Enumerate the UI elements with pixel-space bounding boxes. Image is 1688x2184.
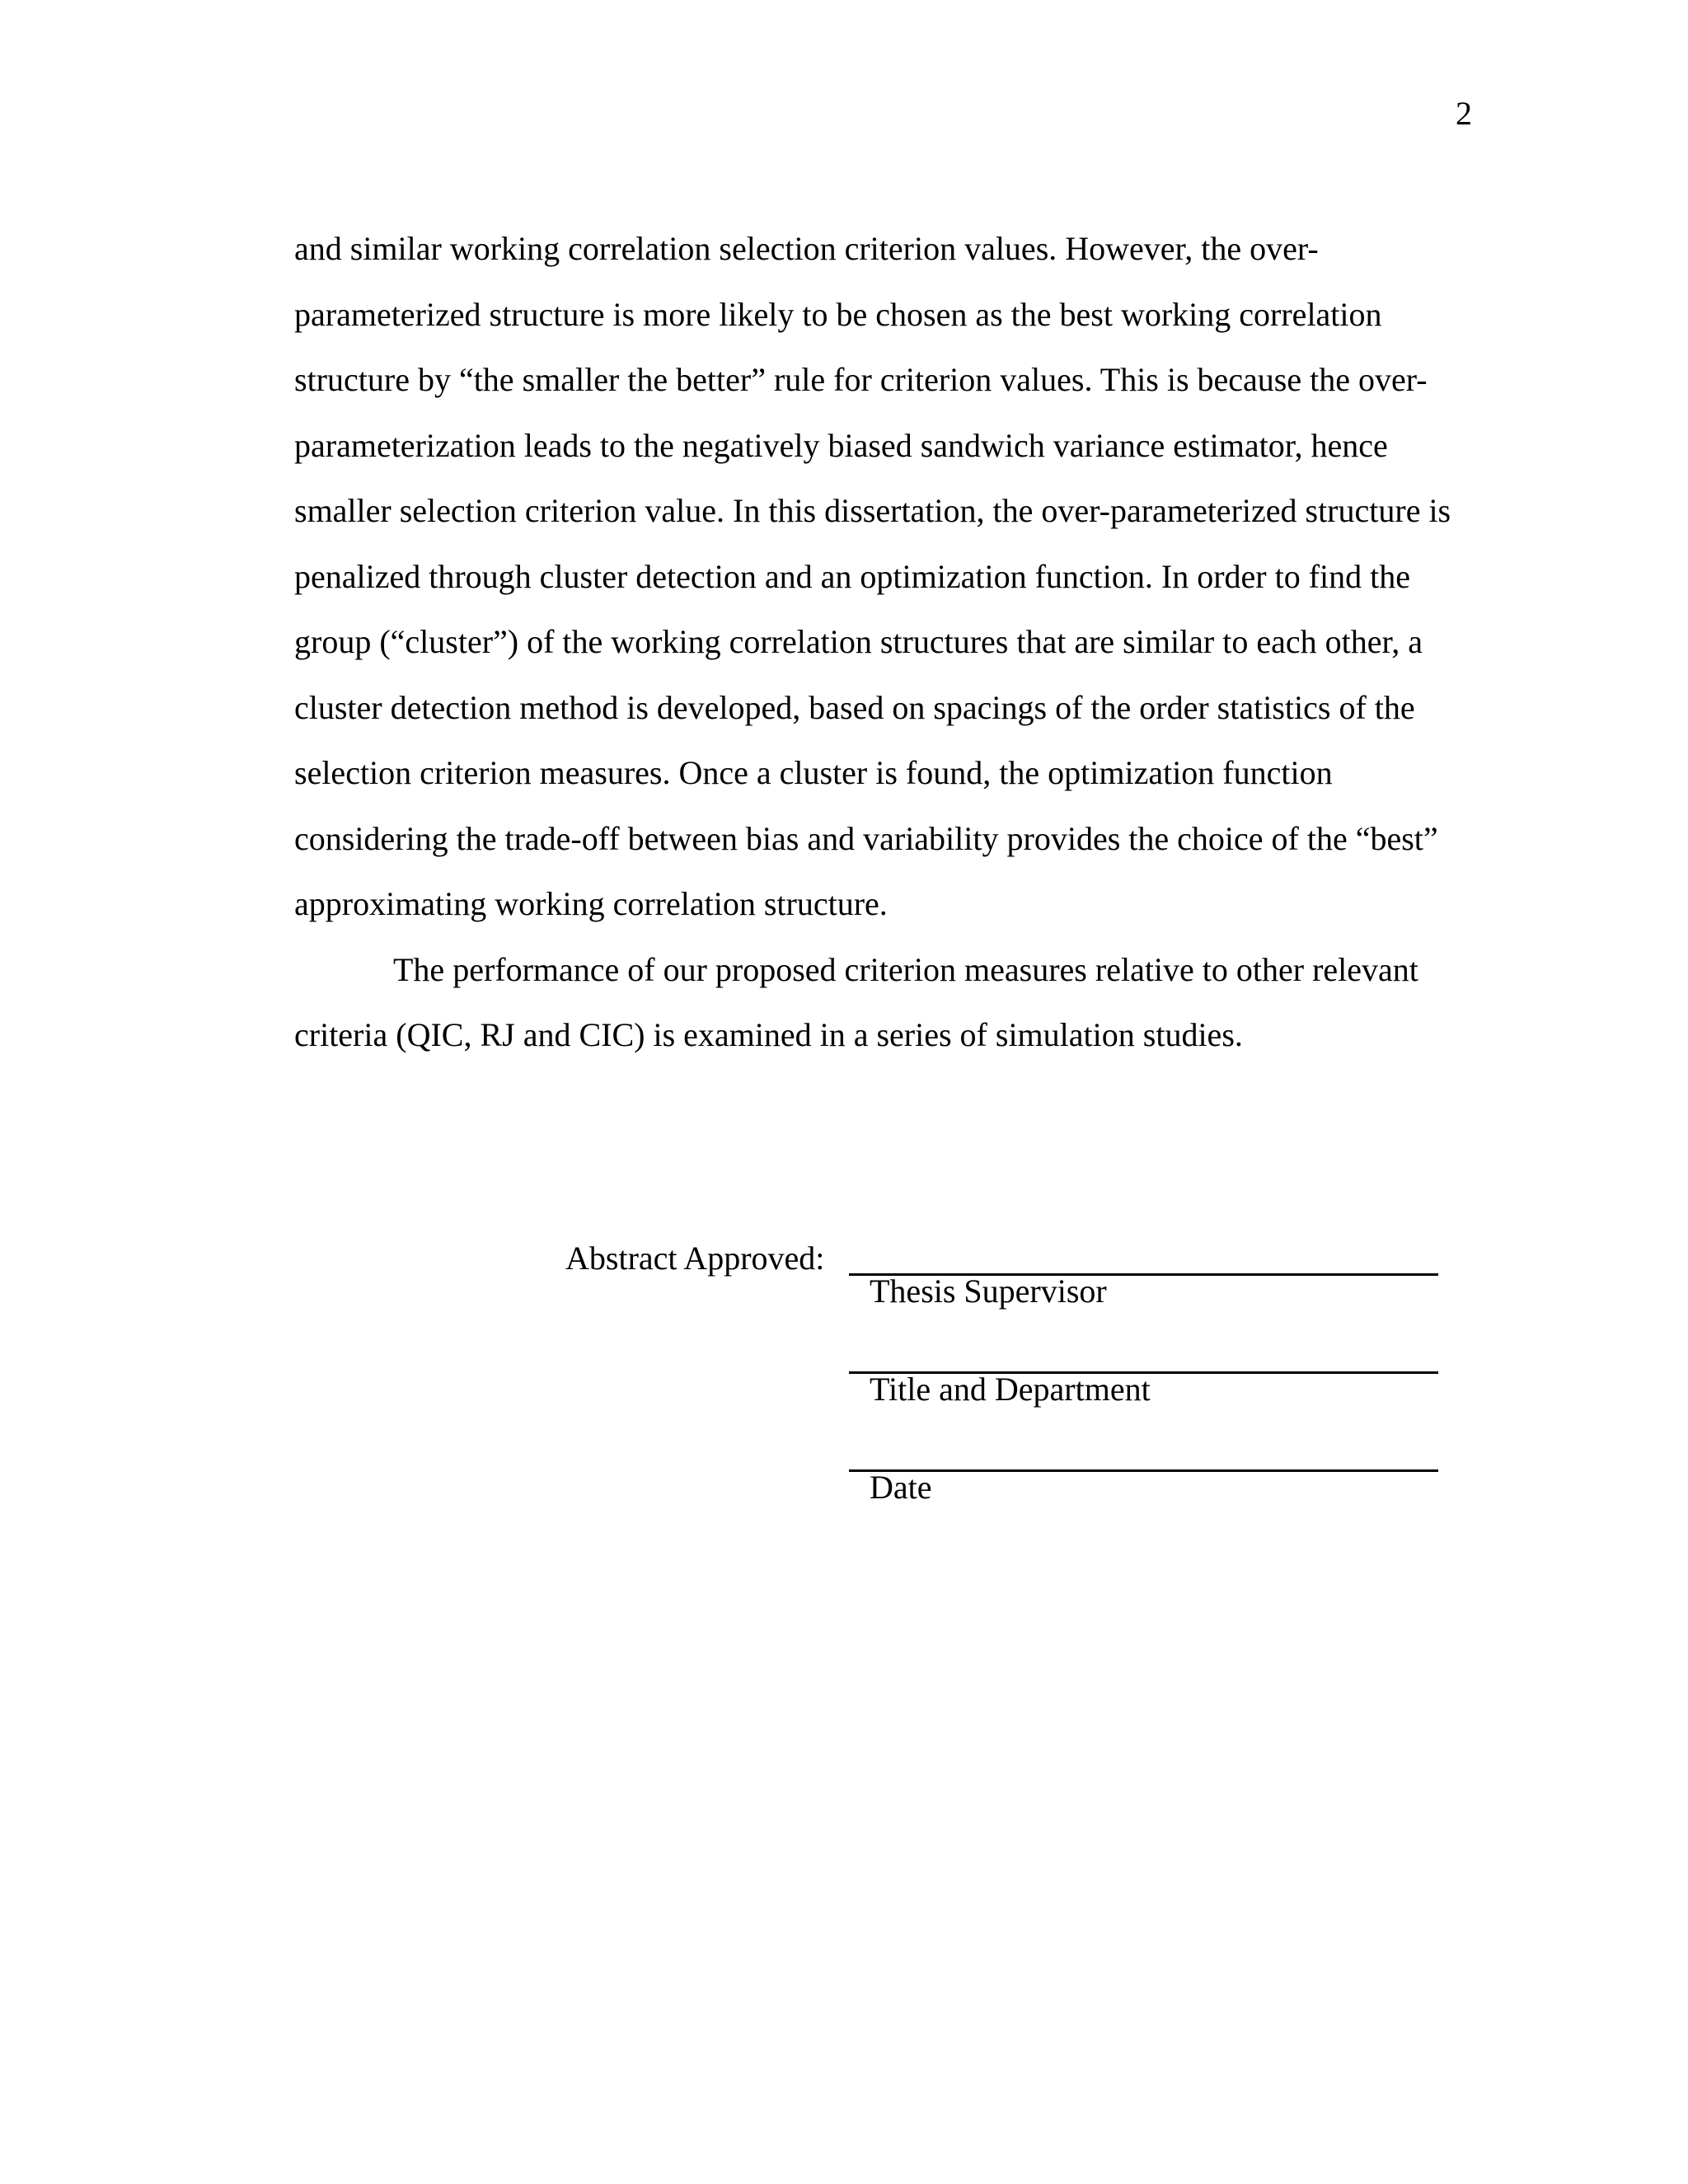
text-line: The performance of our proposed criterion measures relative to other relevant xyxy=(393,950,1418,988)
date-caption: Date xyxy=(870,1469,932,1506)
text-line: cluster detection method is developed, based on spacings of the order statistics of the xyxy=(294,688,1415,726)
page-number: 2 xyxy=(1456,95,1472,132)
text-line: considering the trade-off between bias and variability provides the choice of the “best” xyxy=(294,819,1438,857)
text-line: smaller selection criterion value. In this dissertation, the over-parameterized structure is xyxy=(294,492,1451,529)
thesis-supervisor-caption: Thesis Supervisor xyxy=(870,1272,1107,1310)
text-line: approximating working correlation structure. xyxy=(294,885,888,922)
text-line: penalized through cluster detection and an optimization function. In order to find the xyxy=(294,557,1411,595)
text-line: parameterized structure is more likely to be chosen as the best working correlation xyxy=(294,295,1382,333)
title-department-caption: Title and Department xyxy=(870,1371,1151,1408)
abstract-approved-label: Abstract Approved: xyxy=(565,1240,825,1277)
text-line: and similar working correlation selection criterion values. However, the over- xyxy=(294,230,1319,267)
paragraph-1 xyxy=(294,216,1451,937)
text-line: criteria (QIC, RJ and CIC) is examined in a series of simulation studies. xyxy=(294,1016,1243,1053)
signature-line-date xyxy=(849,1469,1438,1472)
text-line: group (“cluster”) of the working correlation structures that are similar to each other, a xyxy=(294,623,1423,660)
text-line: parameterization leads to the negatively biased sandwich variance estimator, hence xyxy=(294,426,1388,464)
paragraph-2 xyxy=(294,937,1448,1068)
abstract-body xyxy=(294,216,1451,1068)
text-line: selection criterion measures. Once a cluster is found, the optimization function xyxy=(294,754,1333,791)
text-line: structure by “the smaller the better” rule for criterion values. This is because the over- xyxy=(294,361,1428,398)
